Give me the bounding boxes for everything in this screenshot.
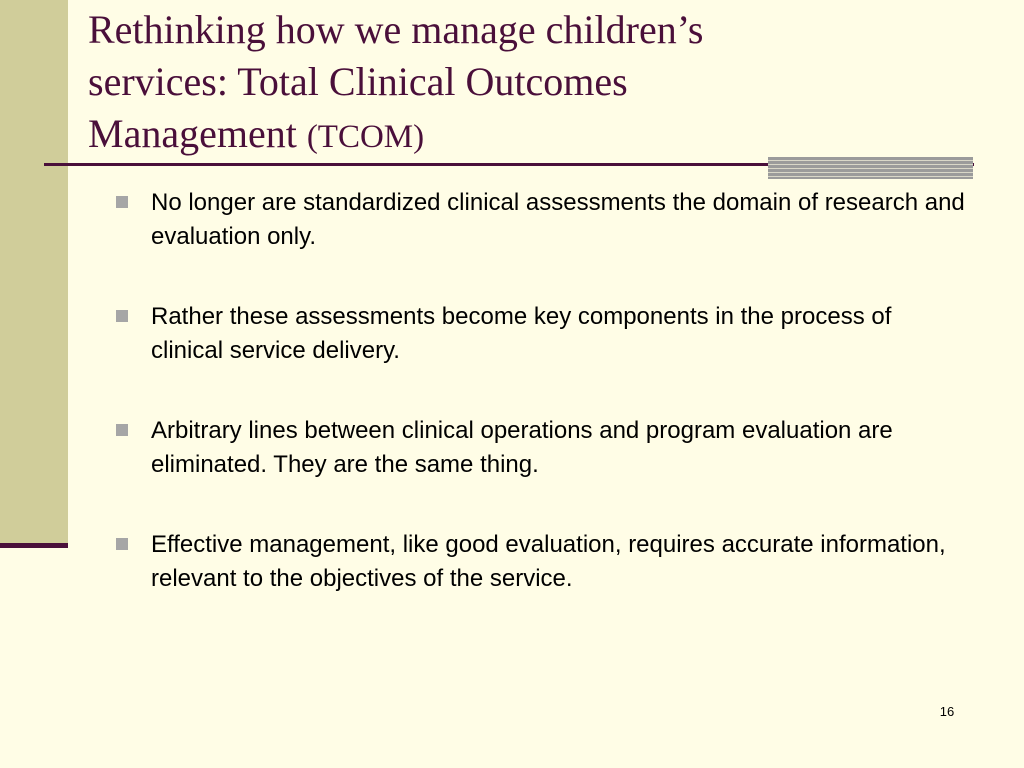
bullet-item: [115, 528, 965, 596]
left-side-rule: [0, 543, 68, 548]
title-line-1: Rethinking how we manage children’s: [88, 7, 704, 52]
bullet-list: [115, 186, 965, 642]
square-bullet-icon: [116, 538, 128, 550]
bullet-text: Rather these assessments become key components in the process of clinical service delivery.: [151, 303, 892, 364]
square-bullet-icon: [116, 424, 128, 436]
bullet-text: Arbitrary lines between clinical operations and program evaluation are eliminated. They are the same thing.: [151, 417, 893, 478]
bullet-text: No longer are standardized clinical assessments the domain of research and evaluation only.: [151, 189, 965, 250]
page-number: 16: [939, 704, 955, 719]
title-acronym: (TCOM): [306, 119, 425, 155]
bullet-item: [115, 300, 965, 368]
left-side-bar: [0, 0, 68, 543]
title-accent-bar: [768, 157, 973, 179]
title-line-3: [88, 108, 988, 163]
bullet-item: [115, 414, 965, 482]
title-line-2: services: Total Clinical Outcomes: [88, 59, 628, 104]
square-bullet-icon: [116, 196, 128, 208]
square-bullet-icon: [116, 310, 128, 322]
title-line-3-main: Management: [88, 111, 307, 156]
slide-title: [88, 4, 988, 163]
bullet-item: [115, 186, 965, 254]
bullet-text: Effective management, like good evaluation, requires accurate information, relevant to the objectives of the service.: [151, 531, 946, 592]
